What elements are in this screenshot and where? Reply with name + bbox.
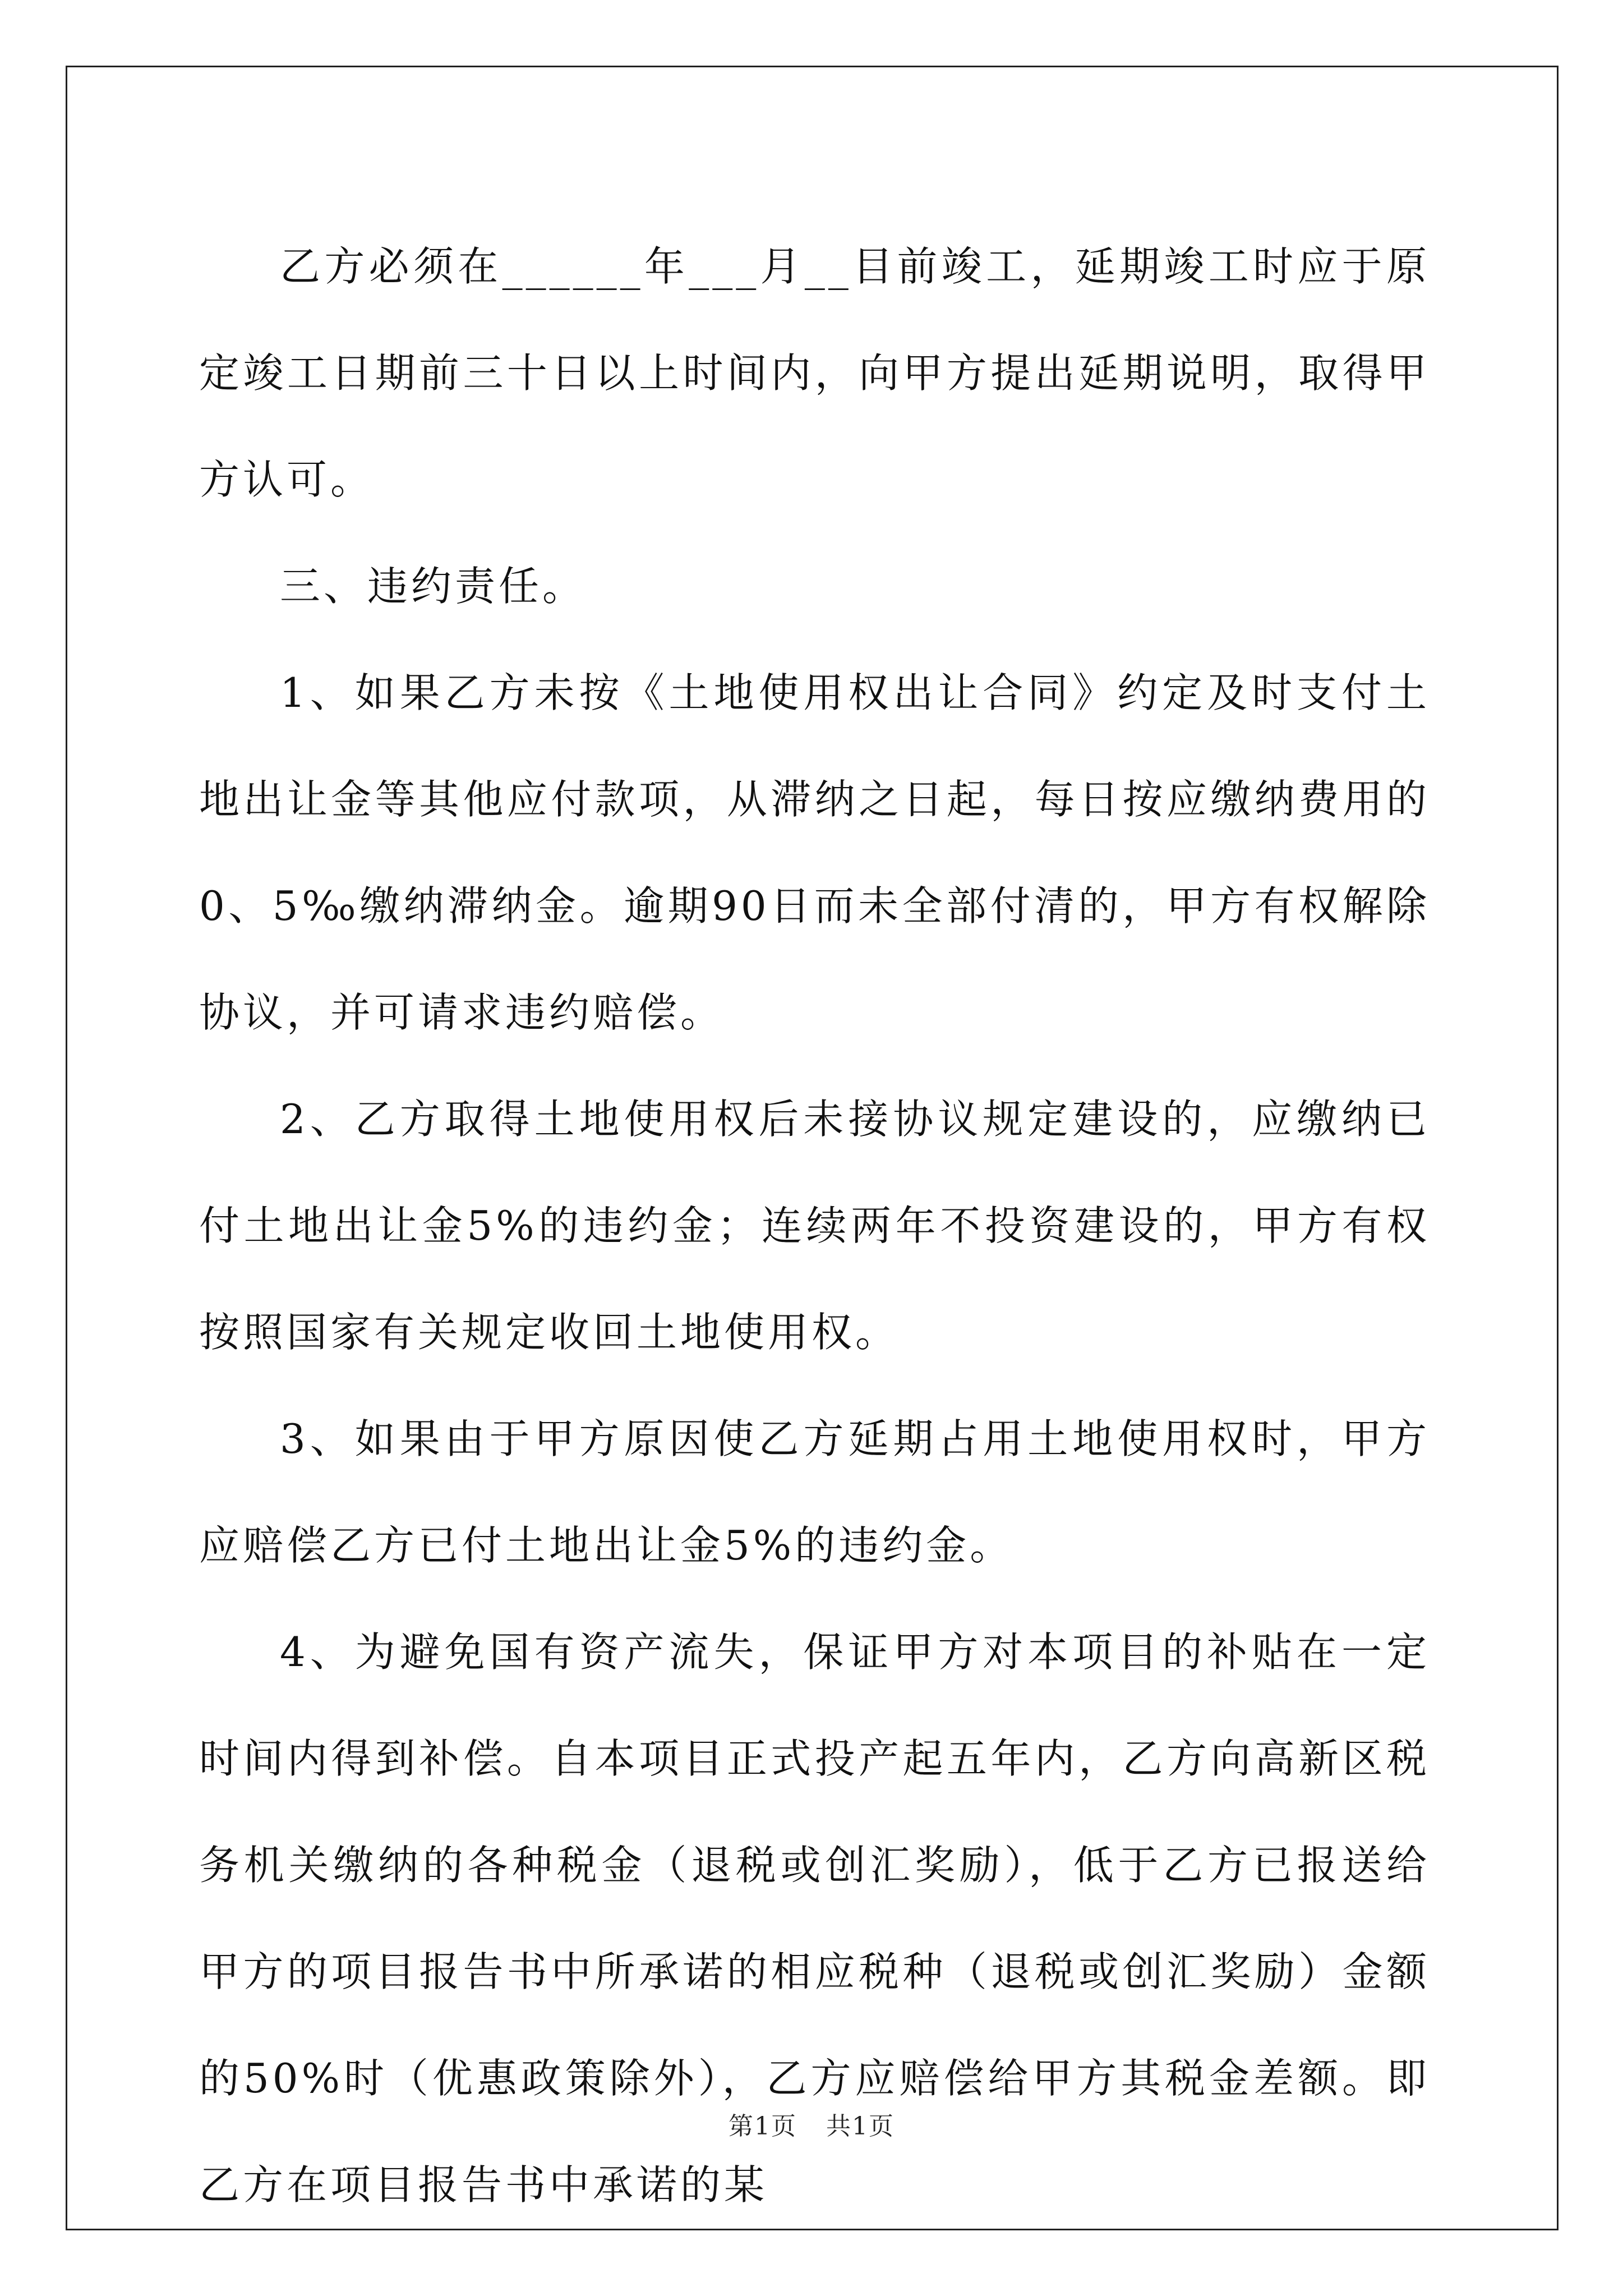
- paragraph-clause-3: 3、如果由于甲方原因使乙方延期占用土地使用权时，甲方应赔偿乙方已付土地出让金5%的违约金。: [199, 1415, 1430, 1569]
- section-heading-liability: 三、违约责任。: [280, 563, 587, 610]
- page-footer: [0, 2106, 1623, 2142]
- paragraph-clause-2: 2、乙方取得土地使用权后未接协议规定建设的，应缴纳已付土地出让金5%的违约金；连续两年不投资建设的，甲方有权按照国家有关规定收回土地使用权。: [199, 1096, 1430, 1356]
- page-total: 共1页: [826, 2112, 895, 2141]
- page-number: 第1页: [728, 2112, 797, 2141]
- paragraph-clause-1: 1、如果乙方未按《土地使用权出让合同》约定及时支付土地出让金等其他应付款项，从滞纳之日起，每日按应缴纳费用的0、5‰缴纳滞纳金。逾期90日而未全部付清的，甲方有权解除协议，并可请求违约赔偿。: [199, 669, 1430, 1036]
- paragraph-clause-4: 4、为避免国有资产流失，保证甲方对本项目的补贴在一定时间内得到补偿。自本项目正式投产起五年内，乙方向高新区税务机关缴纳的各种税金（退税或创汇奖励），低于乙方已报送给甲方的项目报告书中所承诺的相应税种（退税或创汇奖励）金额的50%时（优惠政策除外），乙方应赔偿给甲方其税金差额。即乙方在项目报告书中承诺的某: [199, 1628, 1430, 2208]
- paragraph-completion-deadline: 乙方必须在______年___月__目前竣工，延期竣工时应于原定竣工日期前三十日以上时间内，向甲方提出延期说明，取得甲方认可。: [199, 243, 1430, 503]
- document-body: [199, 213, 1430, 2238]
